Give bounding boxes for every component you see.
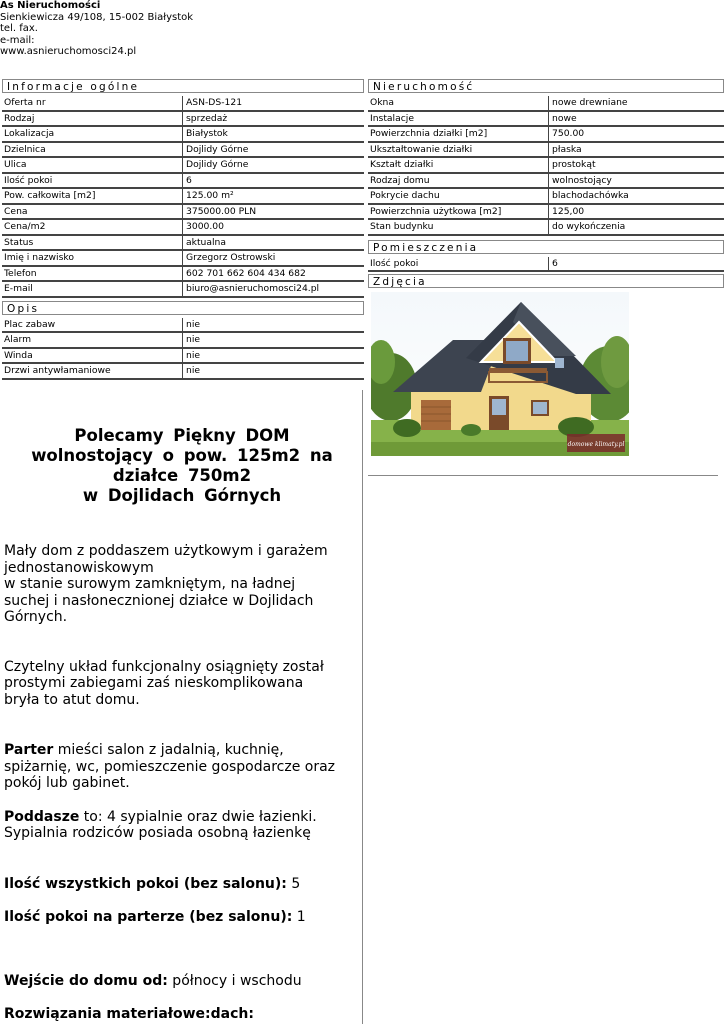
table-row <box>368 257 724 273</box>
text-line: Mały dom z poddaszem użytkowym i garażem <box>4 543 328 559</box>
table-row <box>368 96 724 112</box>
row-label: Alarm <box>2 333 183 347</box>
table-row <box>368 220 724 236</box>
row-value: 125,00 <box>552 205 585 217</box>
text-line: Górnych. <box>4 609 68 625</box>
row-label: Stan budynku <box>368 220 549 234</box>
row-label: Ilość pokoi <box>368 257 549 271</box>
row-value: ASN-DS-121 <box>186 97 243 108</box>
table-row <box>2 158 364 174</box>
description-paragraph <box>4 876 362 893</box>
row-label: Dzielnica <box>2 143 183 157</box>
agency-email-label: e-mail: <box>0 34 35 46</box>
description-paragraph <box>4 659 362 709</box>
row-value: 375000.00 PLN <box>186 205 257 217</box>
text-line: Sypialnia rodziców posiada osobną łazienkę <box>4 825 311 841</box>
table-row <box>2 333 364 349</box>
text-line: Czytelny układ funkcjonalny osiągnięty został <box>4 658 324 675</box>
row-label: E-mail <box>2 282 183 296</box>
row-value: 6 <box>186 174 192 186</box>
text-line: suchej i nasłonecznionej działce w Dojlidach <box>4 592 314 609</box>
text-value: 5 <box>286 875 301 892</box>
row-label: Oferta nr <box>2 96 183 110</box>
row-label: Winda <box>2 349 183 363</box>
agency-website[interactable]: www.asnieruchomosci24.pl <box>0 46 137 57</box>
table-row <box>2 174 364 190</box>
row-label: Imię i nazwisko <box>2 251 183 265</box>
table-row <box>368 174 724 190</box>
agency-address: Sienkiewicza 49/108, 15-002 Białystok <box>0 11 194 23</box>
row-label: Powierzchnia działki [m2] <box>368 127 549 141</box>
row-label: Drzwi antywłamaniowe <box>2 364 183 378</box>
table-row <box>368 143 724 159</box>
row-label: Instalacje <box>368 112 549 126</box>
description-paragraph <box>4 909 362 926</box>
general-info-table <box>2 96 364 298</box>
bold-label: Poddasze <box>4 808 80 825</box>
row-value: prostokąt <box>552 159 596 170</box>
table-row <box>2 220 364 236</box>
left-column <box>2 79 364 380</box>
opis-table <box>2 318 364 380</box>
row-value: 6 <box>552 257 558 269</box>
row-value: Dojlidy Górne <box>186 143 249 155</box>
table-row <box>368 189 724 205</box>
row-value: Grzegorz Ostrowski <box>186 252 276 263</box>
table-row <box>368 158 724 174</box>
headline-line: wolnostojący o pow. 125m2 na <box>31 446 333 465</box>
row-value: nowe <box>552 112 577 124</box>
table-row <box>2 282 364 298</box>
row-value: nowe drewniane <box>552 97 628 108</box>
row-value: nie <box>186 349 201 361</box>
row-value: nie <box>186 334 201 345</box>
table-row <box>2 364 364 380</box>
agency-phone-label: tel. fax. <box>0 23 38 34</box>
row-label: Kształt działki <box>368 158 549 172</box>
table-row <box>2 251 364 267</box>
agency-header <box>0 0 193 58</box>
house-photo[interactable] <box>371 292 629 456</box>
bold-label: Ilość wszystkich pokoi (bez salonu): <box>4 875 287 892</box>
table-row <box>2 112 364 128</box>
bold-label: Wejście do domu od: <box>4 972 168 989</box>
text-line: pokój lub gabinet. <box>4 775 130 791</box>
text-line: jednostanowiskowym <box>4 559 154 576</box>
row-label: Rodzaj domu <box>368 174 549 188</box>
photo-watermark: domowe klimaty.pl <box>567 441 625 448</box>
row-value: aktualna <box>186 236 227 248</box>
row-label: Status <box>2 236 183 250</box>
row-label: Ilość pokoi <box>2 174 183 188</box>
section-opis-title: Opis <box>2 301 364 315</box>
description-paragraph <box>4 543 362 626</box>
description-paragraph <box>4 742 362 792</box>
section-photos-title: Zdjęcia <box>368 274 724 288</box>
table-row <box>2 143 364 159</box>
bold-label: Rozwiązania materiałowe:dach: <box>4 1006 254 1022</box>
row-value: 125.00 m² <box>186 190 234 201</box>
description-paragraph <box>4 809 362 842</box>
headline-line: w Dojlidach Górnych <box>82 486 282 505</box>
table-row <box>2 267 364 283</box>
table-row <box>2 349 364 365</box>
photo-frame <box>368 292 718 476</box>
row-value: nie <box>186 365 201 376</box>
rooms-table <box>368 257 724 273</box>
section-property-title: Nieruchomość <box>368 79 724 93</box>
headline-line: Polecamy Piękny DOM <box>74 426 290 445</box>
row-value: Dojlidy Górne <box>186 159 249 170</box>
row-value: 750.00 <box>552 128 585 139</box>
row-label: Lokalizacja <box>2 127 183 141</box>
right-column <box>368 79 724 476</box>
description-paragraph <box>4 1006 362 1023</box>
table-row <box>2 318 364 334</box>
table-row <box>2 205 364 221</box>
agency-name: As Nieruchomości <box>0 0 101 11</box>
section-general-title: Informacje ogólne <box>2 79 364 93</box>
table-row <box>2 96 364 112</box>
row-label: Ukształtowanie działki <box>368 143 549 157</box>
text-line: mieści salon z jadalnią, kuchnię, <box>53 742 284 758</box>
row-label: Rodzaj <box>2 112 183 126</box>
row-value: blachodachówka <box>552 190 629 201</box>
text-line: to: 4 sypialnie oraz dwie łazienki. <box>79 808 317 825</box>
row-label: Powierzchnia użytkowa [m2] <box>368 205 549 219</box>
property-table <box>368 96 724 236</box>
table-row <box>368 205 724 221</box>
row-label: Okna <box>368 96 549 110</box>
row-value: do wykończenia <box>552 221 626 232</box>
section-rooms-title: Pomieszczenia <box>368 240 724 254</box>
row-label: Plac zabaw <box>2 318 183 332</box>
text-line: bryła to atut domu. <box>4 691 140 708</box>
row-label: Telefon <box>2 267 183 281</box>
text-value: północy i wschodu <box>167 972 302 989</box>
row-value: 602 701 662 604 434 682 <box>186 267 306 279</box>
house-photo-image <box>371 292 629 456</box>
row-value: sprzedaż <box>186 112 228 124</box>
table-row <box>368 127 724 143</box>
description-headline <box>2 426 362 506</box>
row-label: Ulica <box>2 158 183 172</box>
row-value: płaska <box>552 143 582 155</box>
bold-label: Ilość pokoi na parterze (bez salonu): <box>4 909 293 925</box>
row-label: Pokrycie dachu <box>368 189 549 203</box>
text-line: prostymi zabiegami zaś nieskomplikowana <box>4 675 304 691</box>
table-row <box>2 189 364 205</box>
row-value: Białystok <box>186 128 228 139</box>
table-row <box>2 236 364 252</box>
row-label: Pow. całkowita [m2] <box>2 189 183 203</box>
row-label: Cena <box>2 205 183 219</box>
row-value: biuro@asnieruchomosci24.pl <box>186 283 320 294</box>
row-value: nie <box>186 318 201 330</box>
description-paragraph <box>4 973 362 990</box>
row-label: Cena/m2 <box>2 220 183 234</box>
table-row <box>2 127 364 143</box>
headline-line: działce 750m2 <box>112 466 252 485</box>
text-line: spiżarnię, wc, pomieszczenie gospodarcze oraz <box>4 758 336 775</box>
table-row <box>368 112 724 128</box>
text-value: 1 <box>292 909 306 925</box>
text-line: w stanie surowym zamkniętym, na ładnej <box>4 576 296 592</box>
row-value: 3000.00 <box>186 221 224 232</box>
row-value: wolnostojący <box>552 174 612 186</box>
description-area <box>2 390 363 1024</box>
bold-label: Parter <box>4 742 54 758</box>
